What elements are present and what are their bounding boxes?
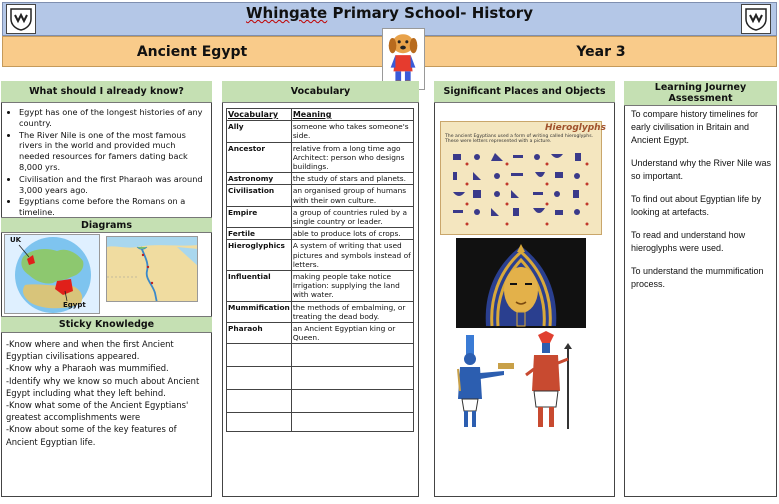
table-row [227, 367, 414, 390]
table-row [227, 228, 414, 240]
vocab-word: Mummification [227, 301, 292, 322]
empty-cell [227, 390, 292, 413]
table-row [227, 121, 414, 142]
places-header: Significant Places and Objects [434, 81, 615, 103]
europe-map [4, 234, 100, 314]
diagrams-header: Diagrams [1, 217, 212, 233]
topic-title: Ancient Egypt [136, 43, 248, 60]
page-title: Whingate Primary School- History [245, 4, 533, 22]
learning-journey-list [627, 108, 777, 408]
list-item: To understand the mummification process. [631, 266, 764, 289]
vocab-meaning: an organised group of humans with their own culture. [291, 185, 413, 206]
hieroglyphs-title: Hieroglyphs [545, 123, 606, 133]
pharaoh-mask-image [456, 238, 586, 328]
vocab-word: Civilisation [227, 185, 292, 206]
egyptian-gods-image [446, 329, 586, 433]
list-item: -Know why a Pharaoh was mummified. [6, 363, 169, 374]
year-group: Year 3 [576, 43, 626, 60]
vocab-meaning: relative from a long time ago Architect: person who designs buildings. [291, 142, 413, 173]
table-row [227, 185, 414, 206]
vocab-word: Hieroglyphics [227, 240, 292, 271]
list-item: To find out about Egyptian life by looking at artefacts. [631, 194, 762, 217]
vocab-meaning: someone who takes someone's side. [291, 121, 413, 142]
empty-cell [227, 413, 292, 432]
table-header-row [227, 109, 414, 121]
empty-cell [291, 367, 413, 390]
table-row [227, 206, 414, 227]
hieroglyph-grid-icon [447, 150, 597, 232]
list-item: To read and understand how hieroglyphs were used. [631, 230, 746, 253]
column-header: Vocabulary [227, 109, 292, 121]
list-item: -Know about some of the key features of Ancient Egyptian life. [6, 424, 177, 447]
vocab-meaning: A system of writing that used pictures and symbols instead of letters. [291, 240, 413, 271]
table-row [227, 173, 414, 185]
empty-cell [291, 390, 413, 413]
column-header: Meaning [291, 109, 413, 121]
vocab-table [226, 108, 414, 432]
vocab-word: Pharaoh [227, 323, 292, 344]
vocab-meaning: the methods of embalming, or treating the dead body. [291, 301, 413, 322]
vocab-meaning: an Ancient Egyptian king or Queen. [291, 323, 413, 344]
empty-cell [291, 344, 413, 367]
empty-cell [291, 413, 413, 432]
empty-cell [227, 344, 292, 367]
vocab-meaning: making people take notice Irrigation: supplying the land with water. [291, 271, 413, 302]
know-header: What should I already know? [1, 81, 212, 103]
sticky-knowledge-list [1, 334, 212, 474]
table-row [227, 344, 414, 367]
vocab-word: Astronomy [227, 173, 292, 185]
nile-map [106, 236, 198, 302]
table-row [227, 323, 414, 344]
table-row [227, 390, 414, 413]
list-item: To compare history timelines for early civilisation in Britain and Ancient Egypt. [631, 109, 759, 145]
vocab-word: Fertile [227, 228, 292, 240]
hieroglyphs-caption: The ancient Egyptians used a form of writing called hieroglyphs. These were letters represented with a picture. [445, 134, 594, 145]
vocab-meaning: able to produce lots of crops. [291, 228, 413, 240]
list-item: -Know what some of the Ancient Egyptians' greatest accomplishments were [6, 400, 189, 423]
sticky-header: Sticky Knowledge [1, 316, 212, 333]
vocab-word: Influential [227, 271, 292, 302]
school-crest-icon [741, 4, 771, 34]
list-item: -Identify why we know so much about Ancient Egypt including what they left behind. [6, 375, 200, 398]
vocabulary-table [226, 108, 414, 432]
school-crest-icon [6, 4, 36, 34]
list-item: Understand why the River Nile was so important. [631, 158, 772, 181]
vocab-header: Vocabulary [222, 81, 419, 103]
journey-header: Learning Journey Assessment [624, 81, 777, 106]
prior-knowledge-list [1, 104, 212, 216]
table-row [227, 413, 414, 432]
list-item: • Egypt has one of the longest histories of any country. [19, 107, 208, 129]
table-row [227, 142, 414, 173]
table-row [227, 240, 414, 271]
list-item: • Civilisation and the first Pharaoh was around 3,000 years ago. [19, 174, 208, 196]
list-item: • The River Nile is one of the most famous rivers in the world and provided much needed resources for famers dating back 8,000 yrs. [19, 130, 208, 173]
list-item: -Know where and when the first Ancient Egyptian civilisations appeared. [6, 339, 174, 362]
vocab-word: Ally [227, 121, 292, 142]
vocab-word: Ancestor [227, 142, 292, 173]
table-row [227, 271, 414, 302]
hieroglyphs-card [440, 121, 606, 235]
empty-cell [227, 367, 292, 390]
list-item: • Egyptians come before the Romans on a timeline. [19, 196, 208, 218]
uk-label: UK [10, 236, 22, 244]
vocab-word: Empire [227, 206, 292, 227]
table-row [227, 301, 414, 322]
vocab-meaning: a group of countries ruled by a single country or leader. [291, 206, 413, 227]
vocab-meaning: the study of stars and planets. [291, 173, 413, 185]
egypt-label: Egypt [63, 301, 86, 309]
